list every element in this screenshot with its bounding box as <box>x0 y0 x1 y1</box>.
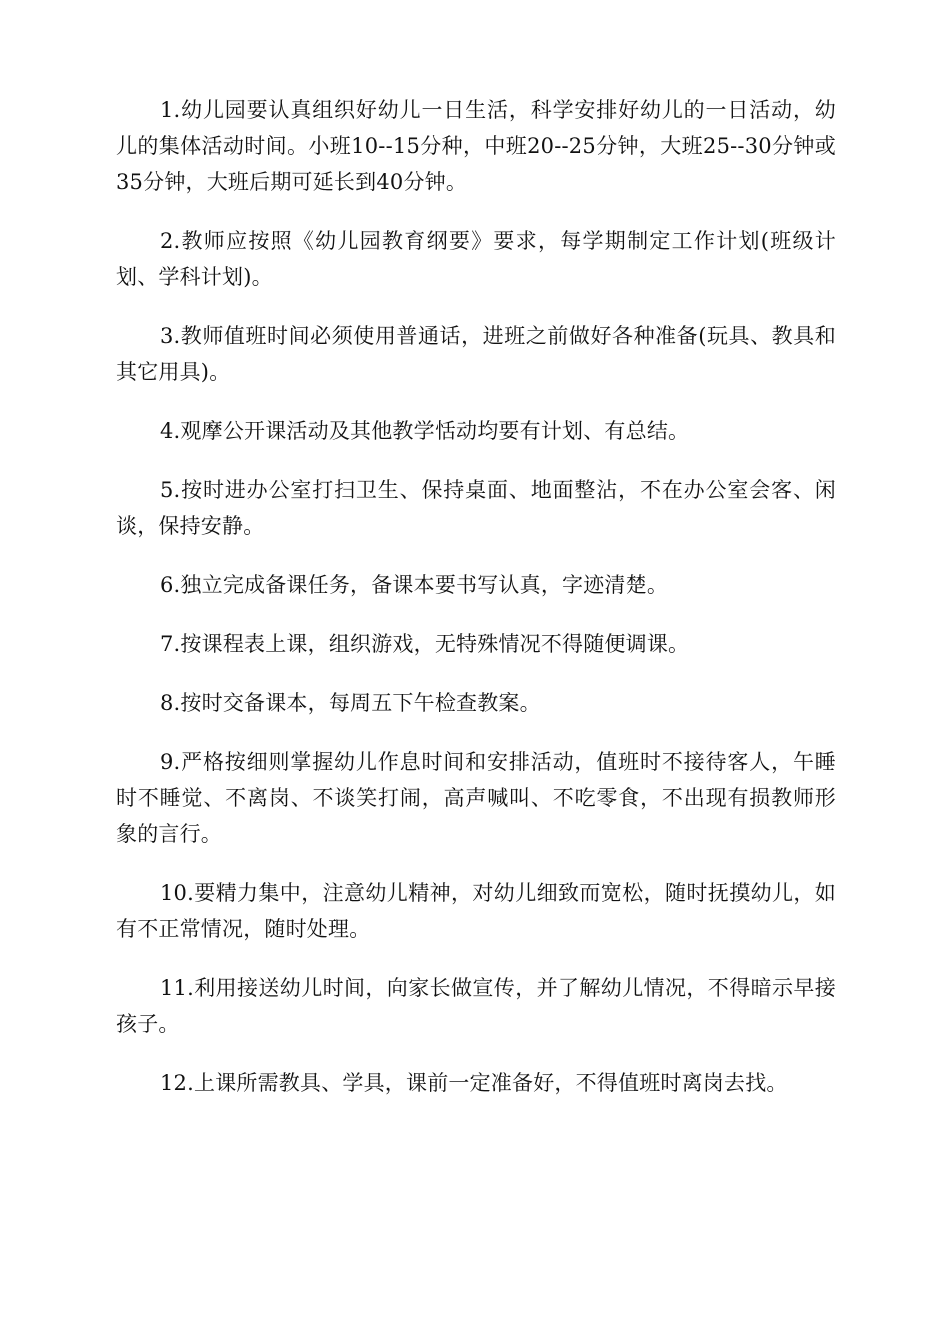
rule-paragraph-12: 12.上课所需教具、学具，课前一定准备好，不得值班时离岗去找。 <box>160 1071 788 1095</box>
rule-paragraph-4: 4.观摩公开课活动及其他教学恬动均要有计划、有总结。 <box>160 419 690 443</box>
rule-paragraph-11: 11.利用接送幼儿时间，向家长做宣传，并了解幼儿情况，不得暗示早接孩子。 <box>116 976 836 1036</box>
rule-paragraph-3: 3.教师值班时间必须使用普通话，进班之前做好各种准备(玩具、教具和其它用具)。 <box>116 324 836 384</box>
rule-paragraph-2: 2.教师应按照《幼儿园教育纲要》要求，每学期制定工作计划(班级计划、学科计划)。 <box>116 229 836 289</box>
rule-paragraph-9: 9.严格按细则掌握幼儿作息时间和安排活动，值班时不接待客人，午睡时不睡觉、不离岗、不谈笑打闹，高声喊叫、不吃零食，不出现有损教师形象的言行。 <box>116 750 836 846</box>
rule-paragraph-5: 5.按时进办公室打扫卫生、保持桌面、地面整沾，不在办公室会客、闲谈，保持安静。 <box>116 478 836 538</box>
rule-paragraph-10: 10.要精力集中，注意幼儿精神，对幼儿细致而宽松，随时抚摸幼儿，如有不正常情况，随时处理。 <box>116 881 836 941</box>
document-body <box>116 92 836 1124</box>
rule-paragraph-7: 7.按课程表上课，组织游戏，无特殊情况不得随便调课。 <box>160 632 690 656</box>
rule-paragraph-8: 8.按时交备课本，每周五下午检查教案。 <box>160 691 541 715</box>
rule-paragraph-1: 1.幼儿园要认真组织好幼儿一日生活，科学安排好幼儿的一日活动，幼儿的集体活动时间。小班10--15分种，中班20--25分钟，大班25--30分钟或35分钟，大班后期可延长到40分钟。 <box>116 98 836 194</box>
rule-paragraph-6: 6.独立完成备课任务，备课本要书写认真，字迹清楚。 <box>160 573 669 597</box>
